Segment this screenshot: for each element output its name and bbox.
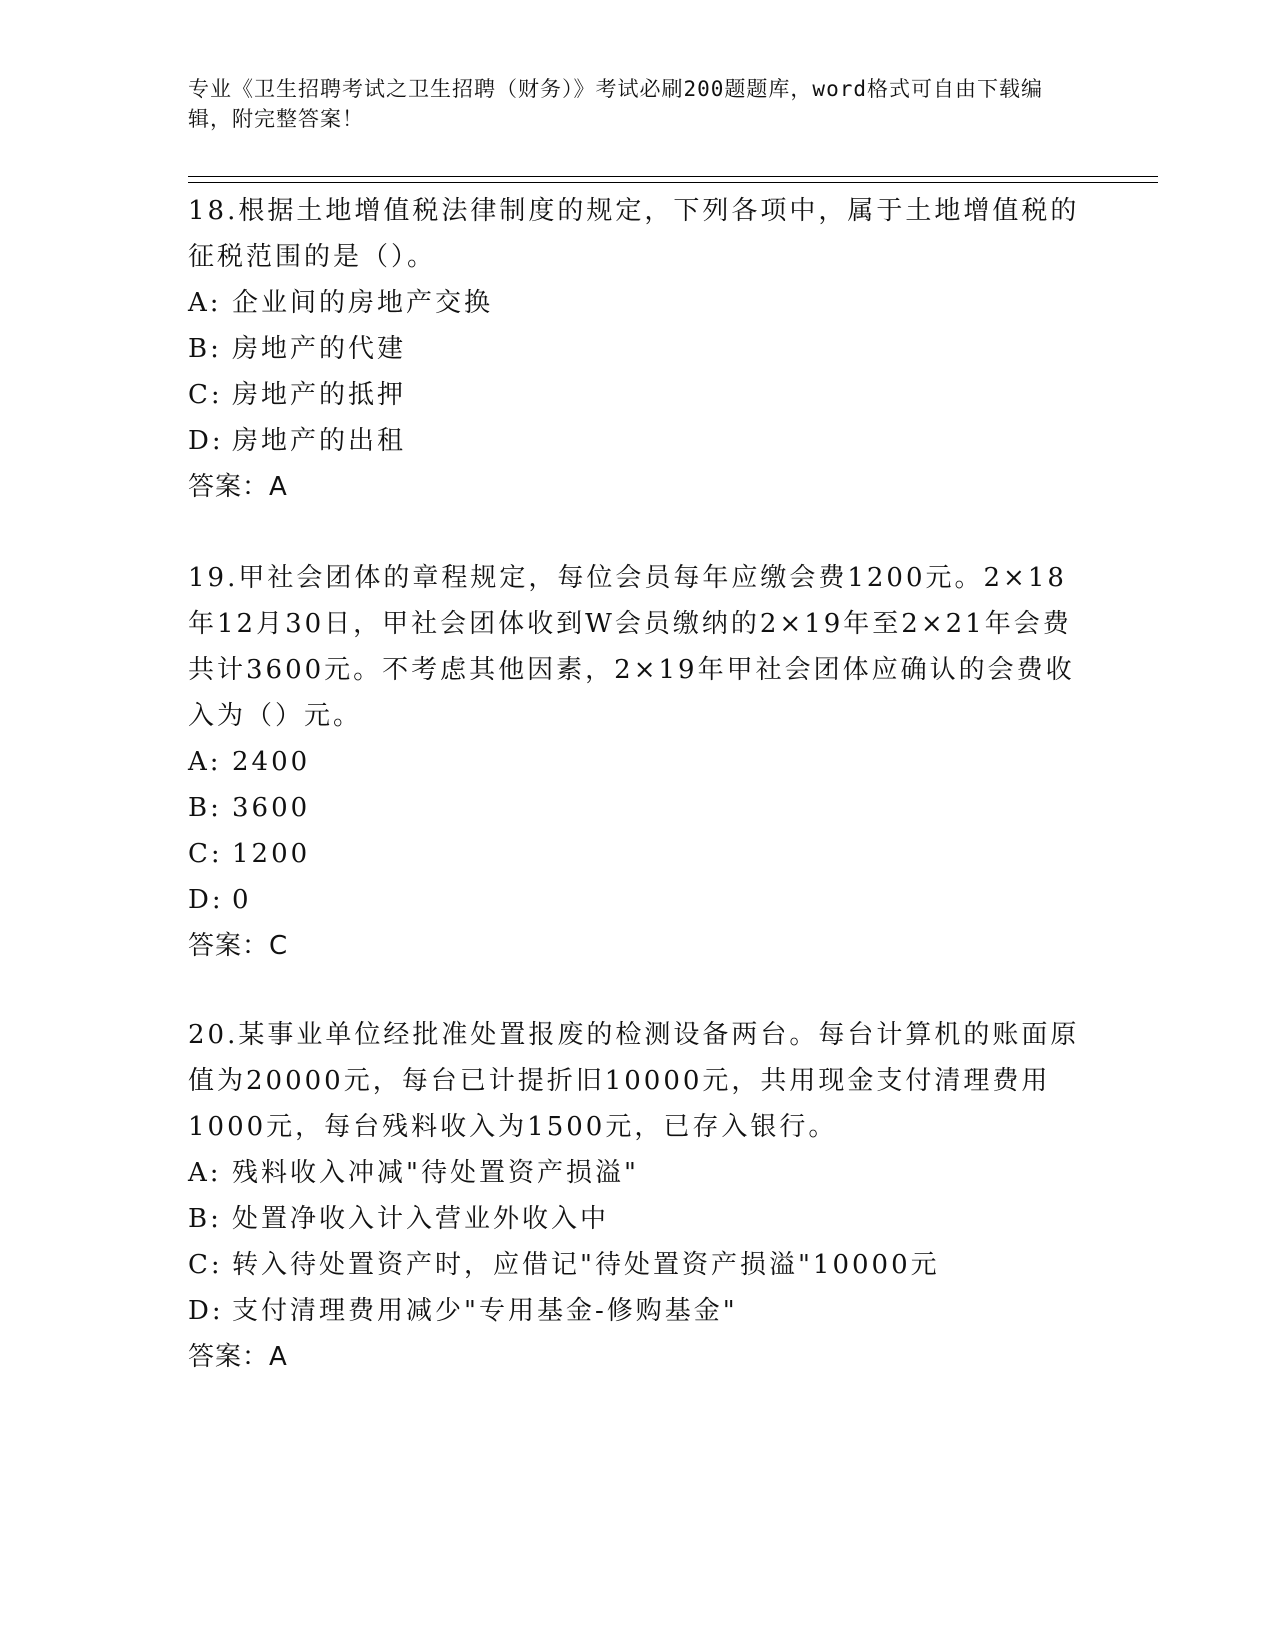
option-a xyxy=(188,280,1088,326)
option-letter: A: xyxy=(188,747,222,777)
option-text: 支付清理费用减少"专用基金-修购基金" xyxy=(232,1296,738,1326)
answer-line: 答案：A xyxy=(188,472,288,502)
option-text: 1200 xyxy=(232,839,311,869)
answer-line: 答案：C xyxy=(188,931,289,961)
option-text: 房地产的代建 xyxy=(232,334,407,364)
option-text: 残料收入冲减"待处置资产损溢" xyxy=(232,1158,639,1188)
document-header-text: 专业《卫生招聘考试之卫生招聘（财务）》考试必刷200题题库，word格式可自由下载编辑，附完整答案！ xyxy=(188,77,1043,131)
option-letter: A: xyxy=(188,1158,222,1188)
option-b xyxy=(188,326,1088,372)
question-19 xyxy=(188,555,1088,969)
option-letter: B: xyxy=(188,1204,222,1234)
option-letter: C: xyxy=(188,839,223,869)
option-b xyxy=(188,1196,1088,1242)
option-c xyxy=(188,831,1088,877)
option-text: 转入待处置资产时，应借记"待处置资产损溢"10000元 xyxy=(232,1250,940,1280)
option-text: 0 xyxy=(232,885,252,915)
option-letter: D: xyxy=(188,1296,224,1326)
option-c xyxy=(188,1242,1088,1288)
option-letter: D: xyxy=(188,885,224,915)
question-stem: 19.甲社会团体的章程规定，每位会员每年应缴会费1200元。2×18年12月30日，甲社会团体收到W会员缴纳的2×19年至2×21年会费共计3600元。不考虑其他因素，2×19年甲社会团体应确认的会费收入为（）元。 xyxy=(188,563,1075,731)
option-a xyxy=(188,1150,1088,1196)
option-letter: D: xyxy=(188,426,224,456)
option-text: 企业间的房地产交换 xyxy=(232,288,494,318)
answer-line: 答案：A xyxy=(188,1342,288,1372)
option-letter: B: xyxy=(188,334,222,364)
option-b xyxy=(188,785,1088,831)
option-letter: C: xyxy=(188,380,223,410)
option-text: 处置净收入计入营业外收入中 xyxy=(232,1204,610,1234)
option-text: 房地产的抵押 xyxy=(232,380,407,410)
option-d xyxy=(188,1288,1088,1334)
header-divider-top xyxy=(188,176,1158,177)
question-20 xyxy=(188,1012,1088,1380)
option-c xyxy=(188,372,1088,418)
option-a xyxy=(188,739,1088,785)
option-text: 房地产的出租 xyxy=(232,426,407,456)
question-18 xyxy=(188,188,1088,510)
question-stem: 20.某事业单位经批准处置报废的检测设备两台。每台计算机的账面原值为20000元，每台已计提折旧10000元，共用现金支付清理费用1000元，每台残料收入为1500元，已存入银行。 xyxy=(188,1020,1080,1142)
option-letter: B: xyxy=(188,793,222,823)
option-d xyxy=(188,877,1088,923)
header-divider-bottom xyxy=(188,182,1158,183)
option-d xyxy=(188,418,1088,464)
option-text: 3600 xyxy=(232,793,311,823)
option-letter: A: xyxy=(188,288,222,318)
option-letter: C: xyxy=(188,1250,223,1280)
option-text: 2400 xyxy=(232,747,311,777)
question-stem: 18.根据土地增值税法律制度的规定，下列各项中，属于土地增值税的征税范围的是（）。 xyxy=(188,196,1080,272)
